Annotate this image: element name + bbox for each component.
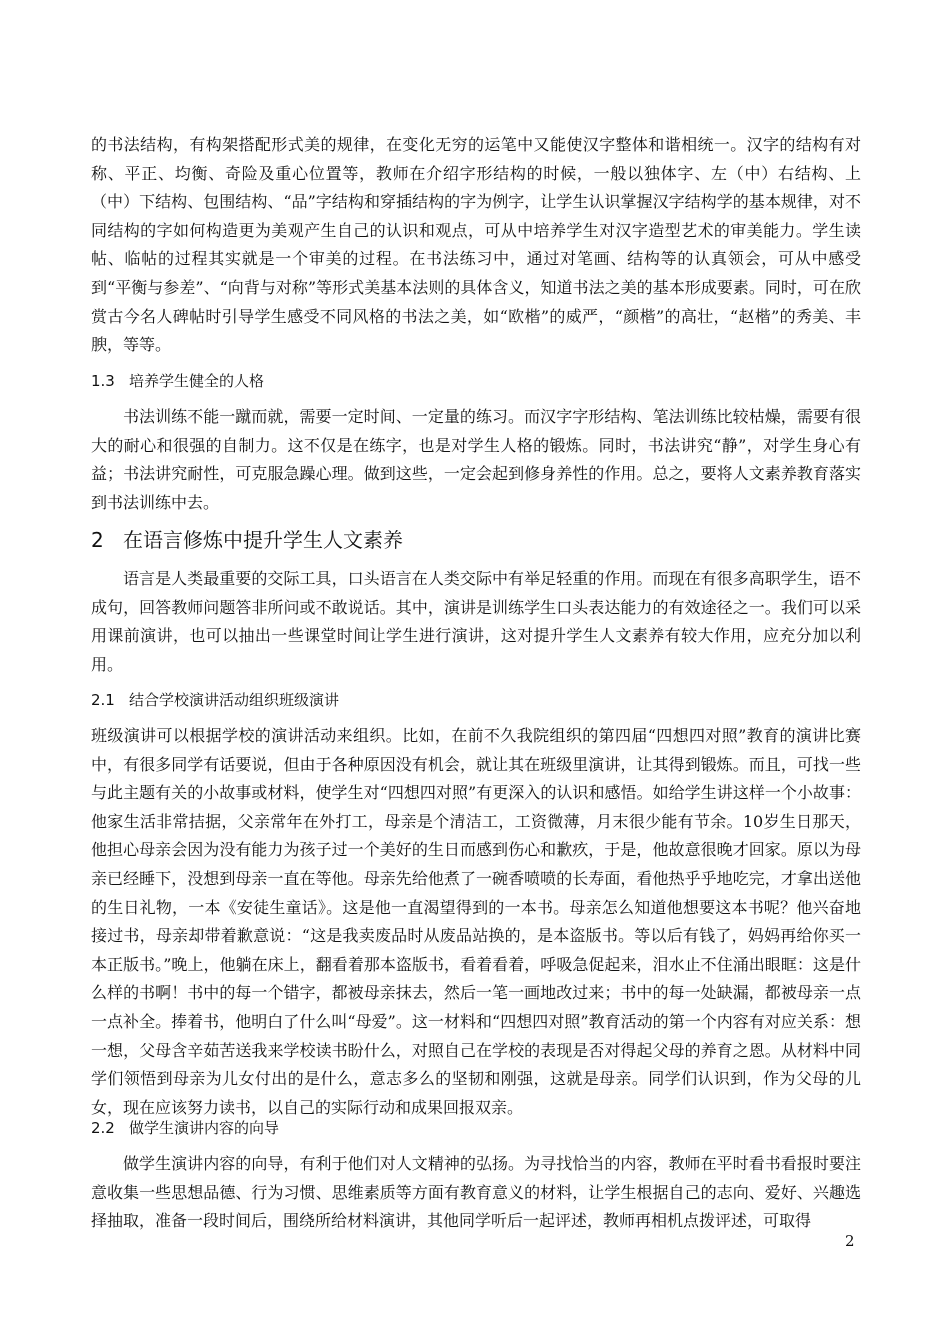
heading-number: 2.1 bbox=[91, 691, 115, 709]
page-number: 2 bbox=[845, 1232, 855, 1250]
paragraph-2-1: 班级演讲可以根据学校的演讲活动来组织。比如，在前不久我院组织的第四届“四想四对照”教育的演讲比赛中，有很多同学有话要说，但由于各种原因没有机会，就让其在班级里演讲，让其得到锻炼。而且，可找一些与此主题有关的小故事或材料，使学生对“四想四对照”有更深入的认识和感悟。如给学生讲这样一个小故事：他家生活非常拮据，父亲常年在外打工，母亲是个清洁工，工资微薄，月末很少能有节余。10岁生日那天，他担心母亲会因为没有能力为孩子过一个美好的生日而感到伤心和歉疚，于是，他故意很晚才回家。原以为母亲已经睡下，没想到母亲一直在等他。母亲先给他煮了一碗香喷喷的长寿面，看他热乎乎地吃完，才拿出送他的生日礼物，一本《安徒生童话》。这是他一直渴望得到的一本书。母亲怎么知道他想要这本书呢？他兴奋地接过书，母亲却带着歉意说：“这是我卖废品时从废品站换的，是本盗版书。等以后有钱了，妈妈再给你买一本正版书。”晚上，他躺在床上，翻看着那本盗版书，看着看着，呼吸急促起来，泪水止不住涌出眼眶：这是什么样的书啊！书中的每一个错字，都被母亲抹去，然后一笔一画地改过来；书中的每一处缺漏，都被母亲一点一点补全。捧着书，他明白了什么叫“母爱”。这一材料和“四想四对照”教育活动的第一个内容有对应关系：想一想，父母含辛茹苦送我来学校读书盼什么，对照自己在学校的表现是否对得起父母的养育之恩。从材料中同学们领悟到母亲为儿女付出的是什么，意志多么的坚韧和刚强，这就是母亲。同学们认识到，作为父母的儿女，现在应该努力读书，以自己的实际行动和成果回报双亲。 bbox=[91, 726, 861, 1117]
heading-number: 2.2 bbox=[91, 1119, 115, 1137]
heading-2-1 bbox=[91, 690, 861, 710]
heading-title: 在语言修炼中提升学生人文素养 bbox=[123, 528, 403, 552]
paragraph-2-2: 做学生演讲内容的向导，有利于他们对人文精神的弘扬。为寻找恰当的内容，教师在平时看书看报时要注意收集一些思想品德、行为习惯、思维素质等方面有教育意义的材料，让学生根据自己的志向、爱好、兴趣选择抽取，准备一段时间后，围绕所给材料演讲，其他同学听后一起评述，教师再相机点拨评述，可取得 bbox=[91, 1154, 861, 1231]
paragraph-intro: 的书法结构，有构架搭配形式美的规律，在变化无穷的运笔中又能使汉字整体和谐相统一。汉字的结构有对称、平正、均衡、奇险及重心位置等，教师在介绍字形结构的时候，一般以独体字、左（中）右结构、上（中）下结构、包围结构、“品”字结构和穿插结构的字为例字，让学生认识掌握汉字结构学的基本规律，对不同结构的字如何构造更为美观产生自己的认识和观点，可从中培养学生对汉字造型艺术的审美能力。学生读帖、临帖的过程其实就是一个审美的过程。在书法练习中，通过对笔画、结构等的认真领会，可从中感受到“平衡与参差”、“向背与对称”等形式美基本法则的具体含义，知道书法之美的基本形成要素。同时，可在欣赏古今名人碑帖时引导学生感受不同风格的书法之美，如“欧楷”的威严，“颜楷”的高壮，“赵楷”的秀美、丰腴，等等。 bbox=[91, 135, 861, 355]
heading-title: 结合学校演讲活动组织班级演讲 bbox=[129, 691, 340, 709]
heading-number: 1.3 bbox=[91, 372, 115, 390]
paragraph-1-3: 书法训练不能一蹴而就，需要一定时间、一定量的练习。而汉字字形结构、笔法训练比较枯燥，需要有很大的耐心和很强的自制力。这不仅是在练字，也是对学生人格的锻炼。同时，书法讲究“静”，对学生身心有益；书法讲究耐性，可克服急躁心理。做到这些，一定会起到修身养性的作用。总之，要将人文素养教育落实到书法训练中去。 bbox=[91, 407, 861, 512]
heading-2 bbox=[91, 527, 861, 553]
heading-title: 培养学生健全的人格 bbox=[129, 372, 265, 390]
heading-1-3 bbox=[91, 371, 861, 391]
heading-title: 做学生演讲内容的向导 bbox=[129, 1119, 280, 1137]
heading-number: 2 bbox=[91, 528, 104, 552]
paragraph-2: 语言是人类最重要的交际工具，口头语言在人类交际中有举足轻重的作用。而现在有很多高职学生，语不成句，回答教师问题答非所问或不敢说话。其中，演讲是训练学生口头表达能力的有效途径之一。我们可以采用课前演讲，也可以抽出一些课堂时间让学生进行演讲，这对提升学生人文素养有较大作用，应充分加以利用。 bbox=[91, 569, 861, 674]
heading-2-2 bbox=[91, 1118, 861, 1138]
